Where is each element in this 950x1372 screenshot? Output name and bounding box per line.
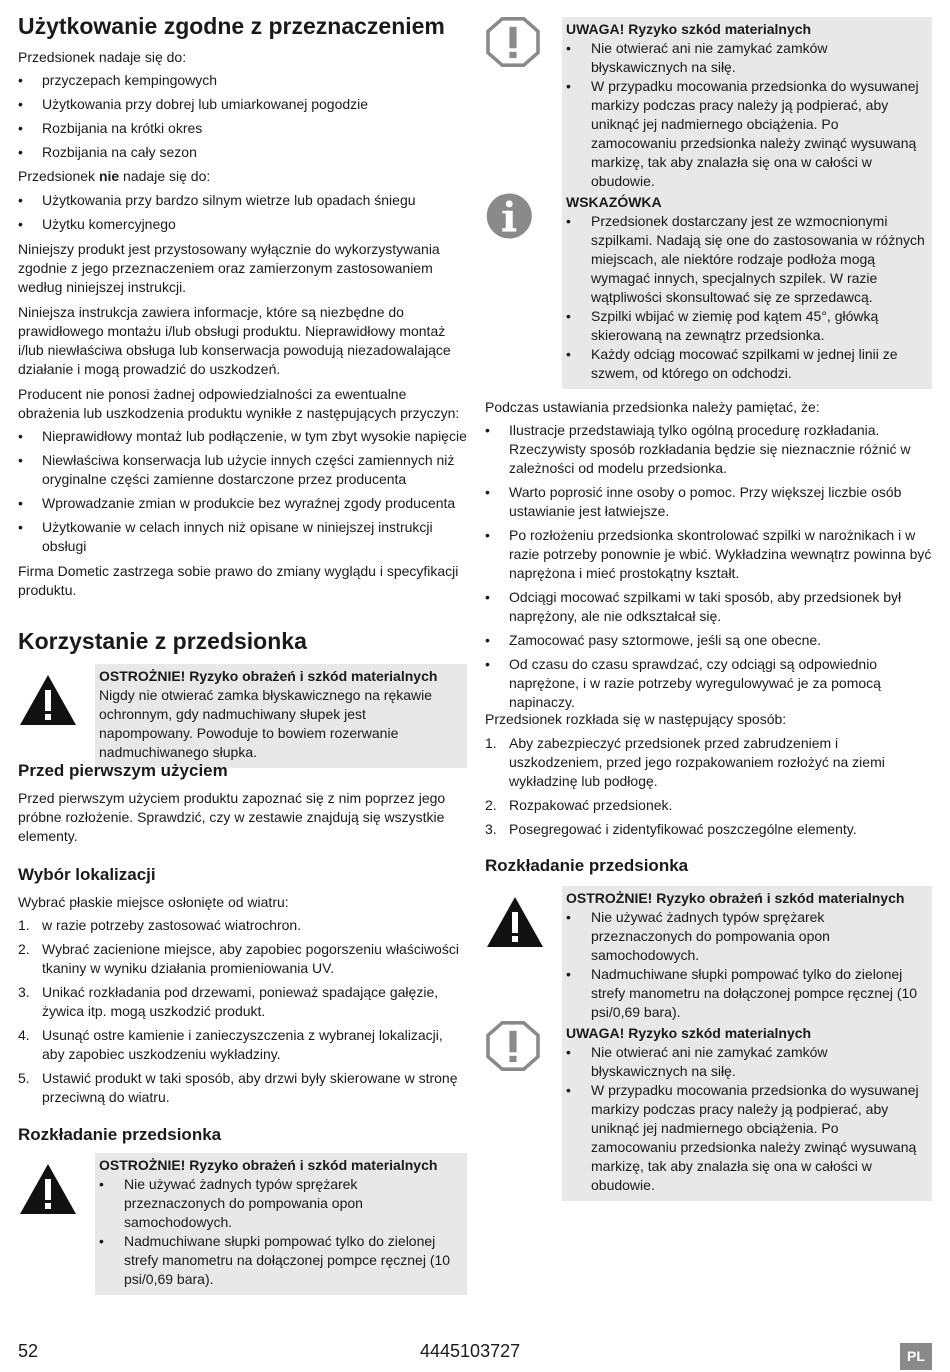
notice-box — [562, 17, 932, 197]
caution-list — [566, 908, 926, 1022]
list-item: • przyczepach kempingowych — [18, 71, 467, 90]
caution-box — [95, 1153, 467, 1295]
warning-triangle-icon — [18, 1161, 78, 1217]
unsuited-list — [18, 191, 467, 239]
setup-intro: Podczas ustawiania przedsionka należy pamiętać, że: — [485, 399, 820, 415]
list-item: • Użytku komercyjnego — [18, 215, 467, 234]
list-item: • Zamocować pasy sztormowe, jeśli są one obecne. — [485, 631, 932, 650]
list-item: • Ilustracje przedstawiają tylko ogólną procedurę rozkładania. Rzeczywisty sposób rozkładania będzie się nieznacznie różnić w zależności od modelu przedsionka. — [485, 421, 932, 478]
list-item: 4. Usunąć ostre kamienie i zanieczyszczenia z wybranej lokalizacji, aby zapobiec uszkodzeniu wykładziny. — [18, 1027, 443, 1062]
heading-unfolding: Rozkładanie przedsionka — [18, 1125, 222, 1144]
list-item: • Nieprawidłowy montaż lub podłączenie, w tym zbyt wysokie napięcie — [18, 427, 467, 446]
caution-title: OSTROŻNIE! Ryzyko obrażeń i szkód materialnych — [99, 668, 438, 684]
notice-box-2 — [485, 1021, 932, 1193]
list-item: • Niewłaściwa konserwacja lub użycie innych części zamiennych niż oryginalne części zamienne dostarczone przez producenta — [18, 451, 467, 489]
list-item: • Warto poprosić inne osoby o pomoc. Przy większej liczbie osób ustawianie jest łatwiejsze. — [485, 483, 932, 521]
exclamation-octagon-icon — [485, 17, 541, 67]
notice-title: UWAGA! Ryzyko szkód materialnych — [566, 21, 812, 37]
heading-unfolding: Rozkładanie przedsionka — [485, 856, 689, 875]
caution-title: OSTROŻNIE! Ryzyko obrażeń i szkód materialnych — [566, 890, 905, 906]
document-code: 4445103727 — [420, 1341, 521, 1361]
list-item: • Nadmuchiwane słupki pompować tylko do zielonej strefy manometru na dołączonej pompce ręcznej (10 psi/0,69 bara). — [566, 965, 926, 1022]
list-item: • Nie używać żadnych typów sprężarek przeznaczonych do pompowania opon samochodowych. — [99, 1175, 461, 1232]
exclamation-octagon-icon — [485, 1021, 541, 1071]
caution-list — [99, 1175, 461, 1289]
list-item: • Rozbijania na krótki okres — [18, 119, 467, 138]
first-use-paragraph: Przed pierwszym użyciem produktu zapoznać się z nim poprzez jego próbne rozłożenie. Sprawdzić, czy w zestawie znajdują się wszystkie elementy. — [18, 790, 446, 844]
list-item: 5. Ustawić produkt w taki sposób, aby drzwi były skierowane w stronę przeciwną do wiatru. — [18, 1070, 458, 1105]
heading-before-first-use: Przed pierwszym użyciem — [18, 761, 228, 780]
caution-box — [562, 886, 932, 1028]
list-item: • Nadmuchiwane słupki pompować tylko do zielonej strefy manometru na dołączonej pompce ręcznej (10 psi/0,69 bara). — [99, 1232, 461, 1289]
liability-paragraph: Producent nie ponosi żadnej odpowiedzialności za ewentualne obrażenia lub uszkodzenia produktu wynikłe z następujących przyczyn: — [18, 386, 460, 421]
list-item: 3. Posegregować i zidentyfikować poszczególne elementy. — [485, 821, 857, 837]
list-item: • Nie otwierać ani nie zamykać zamków błyskawicznych na siłę. — [566, 39, 926, 77]
hint-list — [566, 212, 926, 383]
list-item: • W przypadku mocowania przedsionka do wysuwanej markizy podczas pracy należy ją podpierać, aby uniknąć jej nadmiernego obciążenia. Po zamocowaniu przedsionka należy zwinąć wysuwaną markizę, tak aby znalazła się ona w całości w obudowie. — [566, 1081, 926, 1195]
hint-title: WSKAZÓWKA — [566, 194, 662, 210]
list-item: 2. Rozpakować przedsionek. — [485, 797, 673, 813]
dometic-paragraph: Firma Dometic zastrzega sobie prawo do zmiany wyglądu i specyfikacji produktu. — [18, 563, 459, 598]
notice-title: UWAGA! Ryzyko szkód materialnych — [566, 1025, 812, 1041]
warning-triangle-icon — [18, 672, 78, 728]
list-item: • Odciągi mocować szpilkami w taki sposób, aby przedsionek był naprężony, ale nie odkształcał się. — [485, 588, 932, 626]
unsuited-intro: Przedsionek nie nadaje się do: — [18, 168, 211, 184]
heading-using-awning: Korzystanie z przedsionka — [18, 628, 307, 654]
location-intro: Wybrać płaskie miejsce osłonięte od wiatru: — [18, 894, 289, 910]
notice-box-1 — [485, 17, 932, 189]
caution-notice — [18, 1153, 467, 1287]
notice-box — [562, 1021, 932, 1201]
hint-box — [485, 190, 932, 385]
heading-location: Wybór lokalizacji — [18, 865, 156, 884]
notice-list — [566, 1043, 926, 1195]
list-item: • Nie otwierać ani nie zamykać zamków błyskawicznych na siłę. — [566, 1043, 926, 1081]
suited-list — [18, 71, 467, 167]
caution-notice — [18, 664, 467, 760]
list-item: 1. Aby zabezpieczyć przedsionek przed zabrudzeniem i uszkodzeniem, przed jego rozpakowaniem rozłożyć na ziemi wykładzinę lub podłogę. — [485, 735, 885, 789]
list-item: • Szpilki wbijać w ziemię pod kątem 45°, główką skierowaną na zewnątrz przedsionka. — [566, 307, 926, 345]
hint-content — [562, 190, 932, 389]
list-item: 3. Unikać rozkładania pod drzewami, ponieważ spadające gałęzie, żywica itp. mogą uszkodzić produkt. — [18, 984, 439, 1019]
location-steps — [18, 916, 467, 1112]
list-item: 2. Wybrać zacienione miejsce, aby zapobiec pogorszeniu właściwości tkaniny w wyniku działania promieniowania UV. — [18, 941, 459, 976]
caution-text: Nigdy nie otwierać zamka błyskawicznego na rękawie ochronnym, gdy nadmuchiwany słupek jest napompowany. Powoduje to bowiem rozerwanie nadmuchiwanego słupka. — [99, 687, 433, 760]
caution-title: OSTROŻNIE! Ryzyko obrażeń i szkód materialnych — [99, 1157, 438, 1173]
list-item: • Od czasu do czasu sprawdzać, czy odciągi są odpowiednio naprężone, i w razie potrzeby wyregulowywać je za pomocą napinaczy. — [485, 655, 932, 712]
list-item: • Użytkowania przy dobrej lub umiarkowanej pogodzie — [18, 95, 467, 114]
list-item: • Użytkowanie w celach innych niż opisane w niniejszej instrukcji obsługi — [18, 518, 467, 556]
caution-box — [95, 664, 467, 768]
warning-triangle-icon — [485, 894, 545, 950]
notice-list — [566, 39, 926, 191]
list-item: • Użytkowania przy bardzo silnym wietrze lub opadach śniegu — [18, 191, 467, 210]
list-item: • Po rozłożeniu przedsionka skontrolować szpilki w narożnikach i w razie potrzeby ponownie je wbić. Wykładzina wewnątrz powinna być naprężona i mieć prostokątny kształt. — [485, 526, 932, 583]
unfold-steps — [485, 734, 932, 844]
list-item: • Wprowadzanie zmian w produkcie bez wyraźnej zgody producenta — [18, 494, 467, 513]
unfold-intro: Przedsionek rozkłada się w następujący sposób: — [485, 711, 787, 727]
intended-use-paragraph: Niniejszy produkt jest przystosowany wyłącznie do wykorzystywania zgodnie z jego przeznaczeniem oraz zamierzonym zastosowaniem według niniejszej instrukcji. — [18, 241, 440, 295]
list-item: • Rozbijania na cały sezon — [18, 143, 467, 162]
setup-list — [485, 421, 932, 717]
heading-intended-use: Użytkowanie zgodne z przeznaczeniem — [18, 13, 445, 39]
caution-notice — [485, 886, 932, 1020]
list-item: • W przypadku mocowania przedsionka do wysuwanej markizy podczas pracy należy ją podpierać, aby uniknąć jej nadmiernego obciążenia. Po zamocowaniu przedsionka należy zwinąć wysuwaną markizę, tak aby znalazła się ona w całości w obudowie. — [566, 77, 926, 191]
list-item: • Przedsionek dostarczany jest ze wzmocnionymi szpilkami. Nadają się one do zastosowania w różnych miejscach, ale niektóre rodzaje podłoża mogą wymagać innych, specjalnych szpilek. W razie wątpliwości skonsultować się ze sprzedawcą. — [566, 212, 926, 307]
info-circle-icon — [485, 190, 537, 242]
page-number: 52 — [18, 1341, 39, 1361]
language-badge: PL — [900, 1343, 932, 1370]
suited-intro: Przedsionek nadaje się do: — [18, 49, 187, 65]
instructions-paragraph: Niniejsza instrukcja zawiera informacje, które są niezbędne do prawidłowego montażu i/lub obsługi produktu. Nieprawidłowy montaż i/lub niewłaściwa obsługa lub konserwacja powodują niezadowalające działanie i mogą prowadzić do uszkodzeń. — [18, 304, 451, 377]
liability-list — [18, 427, 467, 561]
list-item: • Nie używać żadnych typów sprężarek przeznaczonych do pompowania opon samochodowych. — [566, 908, 926, 965]
list-item: • Każdy odciąg mocować szpilkami w jednej linii ze szwem, od którego on odchodzi. — [566, 345, 926, 383]
list-item: 1. w razie potrzeby zastosować wiatrochron. — [18, 917, 302, 933]
